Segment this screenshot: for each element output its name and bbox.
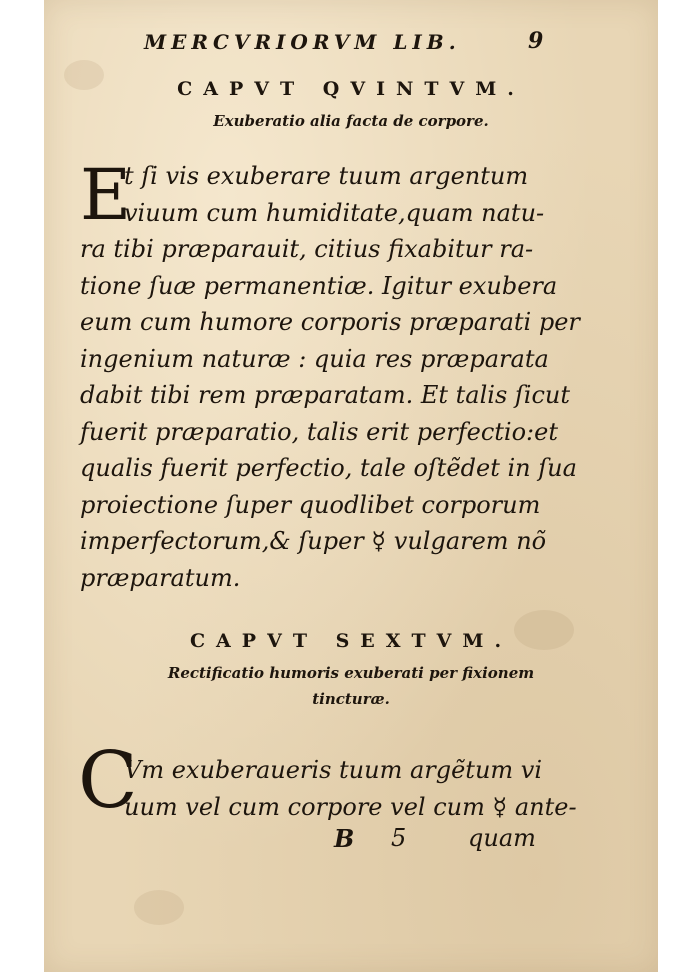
catchword: quam bbox=[468, 824, 536, 852]
text-line: proiectione ſuper quodlibet corporum bbox=[80, 490, 541, 519]
page-number: 9 bbox=[528, 28, 544, 54]
text-line: qualis fuerit perfectio, tale oſtẽdet in ſua bbox=[80, 454, 577, 482]
text-line: imperfectorum,& ſuper ☿ vulgarem nõ bbox=[80, 527, 547, 555]
drop-cap: E bbox=[80, 154, 132, 236]
book-page bbox=[44, 0, 658, 972]
text-line: ingenium naturæ : quia res præparata bbox=[80, 344, 549, 373]
signature-number: 5 bbox=[391, 824, 407, 852]
text-line: Vm exuberaueris tuum argẽtum vi bbox=[124, 756, 543, 784]
chapter5-text bbox=[80, 154, 580, 596]
chapter-subtitle-cont: tincturæ. bbox=[312, 690, 390, 708]
text-line: tione ſuæ permanentiæ. Igitur exubera bbox=[80, 271, 558, 300]
text-line: fuerit præparatio, talis erit perfectio:et bbox=[80, 417, 558, 446]
signature-mark: B bbox=[334, 824, 355, 853]
text-line: dabit tibi rem præparatam. Et talis ſicut bbox=[80, 381, 570, 409]
text-line: ra tibi præparauit, citius fixabitur ra- bbox=[80, 235, 534, 263]
chapter6-text bbox=[80, 752, 577, 825]
chapter-title: CAPVT SEXTVM. bbox=[189, 630, 513, 652]
running-head: MERCVRIORVM LIB. bbox=[144, 30, 461, 54]
text-line: t ſi vis exuberare tuum argentum bbox=[124, 162, 529, 190]
drop-cap: C bbox=[78, 736, 138, 826]
text-line: eum cum humore corporis præparati per bbox=[80, 308, 580, 336]
chapter-title: CAPVT QVINTVM. bbox=[177, 78, 525, 100]
paper-stain bbox=[134, 890, 184, 925]
chapter-subtitle: Rectificatio humoris exuberati per fixionem bbox=[167, 664, 535, 682]
text-line: viuum cum humiditate,quam natu- bbox=[124, 198, 545, 227]
chapter-subtitle: Exuberatio alia facta de corpore. bbox=[213, 112, 489, 130]
text-line: uum vel cum corpore vel cum ☿ ante- bbox=[124, 792, 577, 821]
text-line: præparatum. bbox=[80, 563, 241, 592]
